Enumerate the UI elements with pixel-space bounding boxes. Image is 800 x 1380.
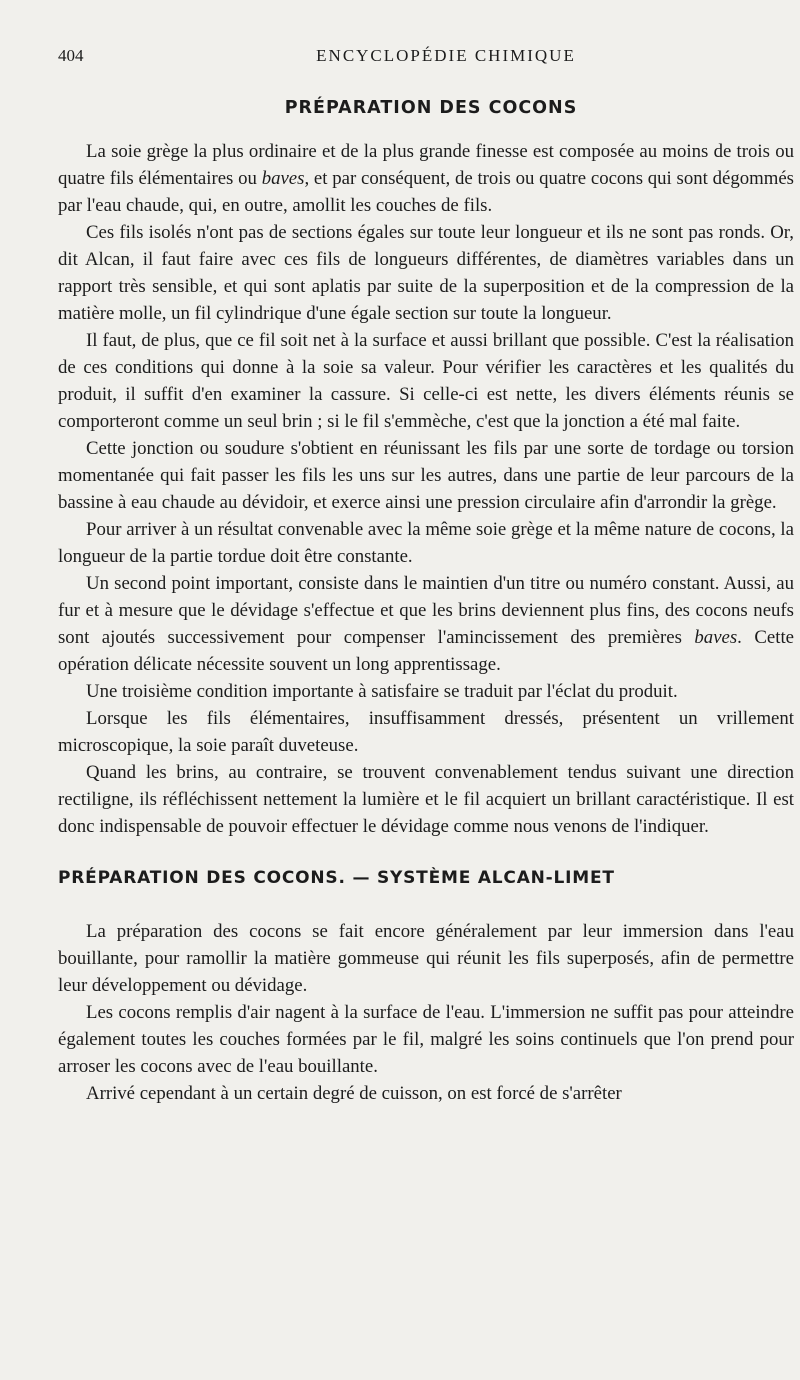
paragraph: Les cocons remplis d'air nagent à la surface de l'eau. L'immersion ne suffit pas pour atteindre également toutes les couches formées par le fil, malgré les soins continuels que l'on prend pour arroser les cocons avec de l'eau bouillante. [58, 1002, 794, 1077]
document-page [0, 38, 800, 1380]
section-body-preparation [58, 138, 794, 840]
paragraph: Pour arriver à un résultat convenable avec la même soie grège et la même nature de cocons, la longueur de la partie tordue doit être constante. [58, 519, 794, 567]
running-title: ENCYCLOPÉDIE CHIMIQUE [316, 46, 576, 65]
paragraph: La préparation des cocons se fait encore généralement par leur immersion dans l'eau bouillante, pour ramollir la matière gommeuse qui réunit les fils superposés, afin de permettre leur développement ou dévidage. [58, 921, 794, 996]
paragraph: Ces fils isolés n'ont pas de sections égales sur toute leur longueur et ils ne sont pas ronds. Or, dit Alcan, il faut faire avec ces fils de longueurs différentes, de diamètres variables dans un rapport très sensible, et qui sont aplatis par suite de la superposition et de la compression de la matière molle, un fil cylindrique d'une égale section sur toute la longueur. [58, 222, 794, 324]
section-body-systeme-alcan-limet [58, 918, 794, 1107]
page-number: 404 [58, 46, 84, 65]
running-head [58, 38, 794, 78]
paragraph: Un second point important, consiste dans le maintien d'un titre ou numéro constant. Aussi, au fur et à mesure que le dévidage s'effectue et que les brins deviennent plus fins, des cocons neufs sont ajoutés successivement pour compenser l'amincissement des premières baves. Cette opération délicate nécessite souvent un long apprentissage. [58, 573, 795, 675]
paragraph: Lorsque les fils élémentaires, insuffisamment dressés, présentent un vrillement microscopique, la soie paraît duveteuse. [58, 708, 794, 756]
paragraph: La soie grège la plus ordinaire et de la plus grande finesse est composée au moins de trois ou quatre fils élémentaires ou baves, et par conséquent, de trois ou quatre cocons qui sont dégommés par l'eau chaude, qui, en outre, amollit les couches de fils. [58, 141, 794, 216]
paragraph: Cette jonction ou soudure s'obtient en réunissant les fils par une sorte de tordage ou torsion momentanée qui fait passer les fils les uns sur les autres, dans une partie de leur parcours de la bassine à eau chaude au dévidoir, et exerce ainsi une pression circulaire afin d'arrondir la grège. [58, 438, 794, 513]
paragraph: Il faut, de plus, que ce fil soit net à la surface et aussi brillant que possible. C'est la réalisation de ces conditions qui donne à la soie sa valeur. Pour vérifier les caractères et les qualités du produit, il suffit d'en examiner la cassure. Si celle-ci est nette, les divers éléments réunis se comporteront comme un seul brin ; si le fil s'emmèche, c'est que la jonction a été mal faite. [58, 330, 794, 432]
paragraph: Quand les brins, au contraire, se trouvent convenablement tendus suivant une direction rectiligne, ils réfléchissent nettement la lumière et le fil acquiert un brillant caractéristique. Il est donc indispensable de pouvoir effectuer le dévidage comme nous venons de l'indiquer. [58, 762, 794, 837]
paragraph: Une troisième condition importante à satisfaire se traduit par l'éclat du produit. [86, 681, 678, 702]
paragraph: Arrivé cependant à un certain degré de cuisson, on est forcé de s'arrêter [86, 1083, 622, 1104]
section-title-systeme-alcan-limet: PRÉPARATION DES COCONS. — SYSTÈME ALCAN-LIMET [58, 868, 615, 888]
section-title-preparation: PRÉPARATION DES COCONS [284, 98, 578, 118]
